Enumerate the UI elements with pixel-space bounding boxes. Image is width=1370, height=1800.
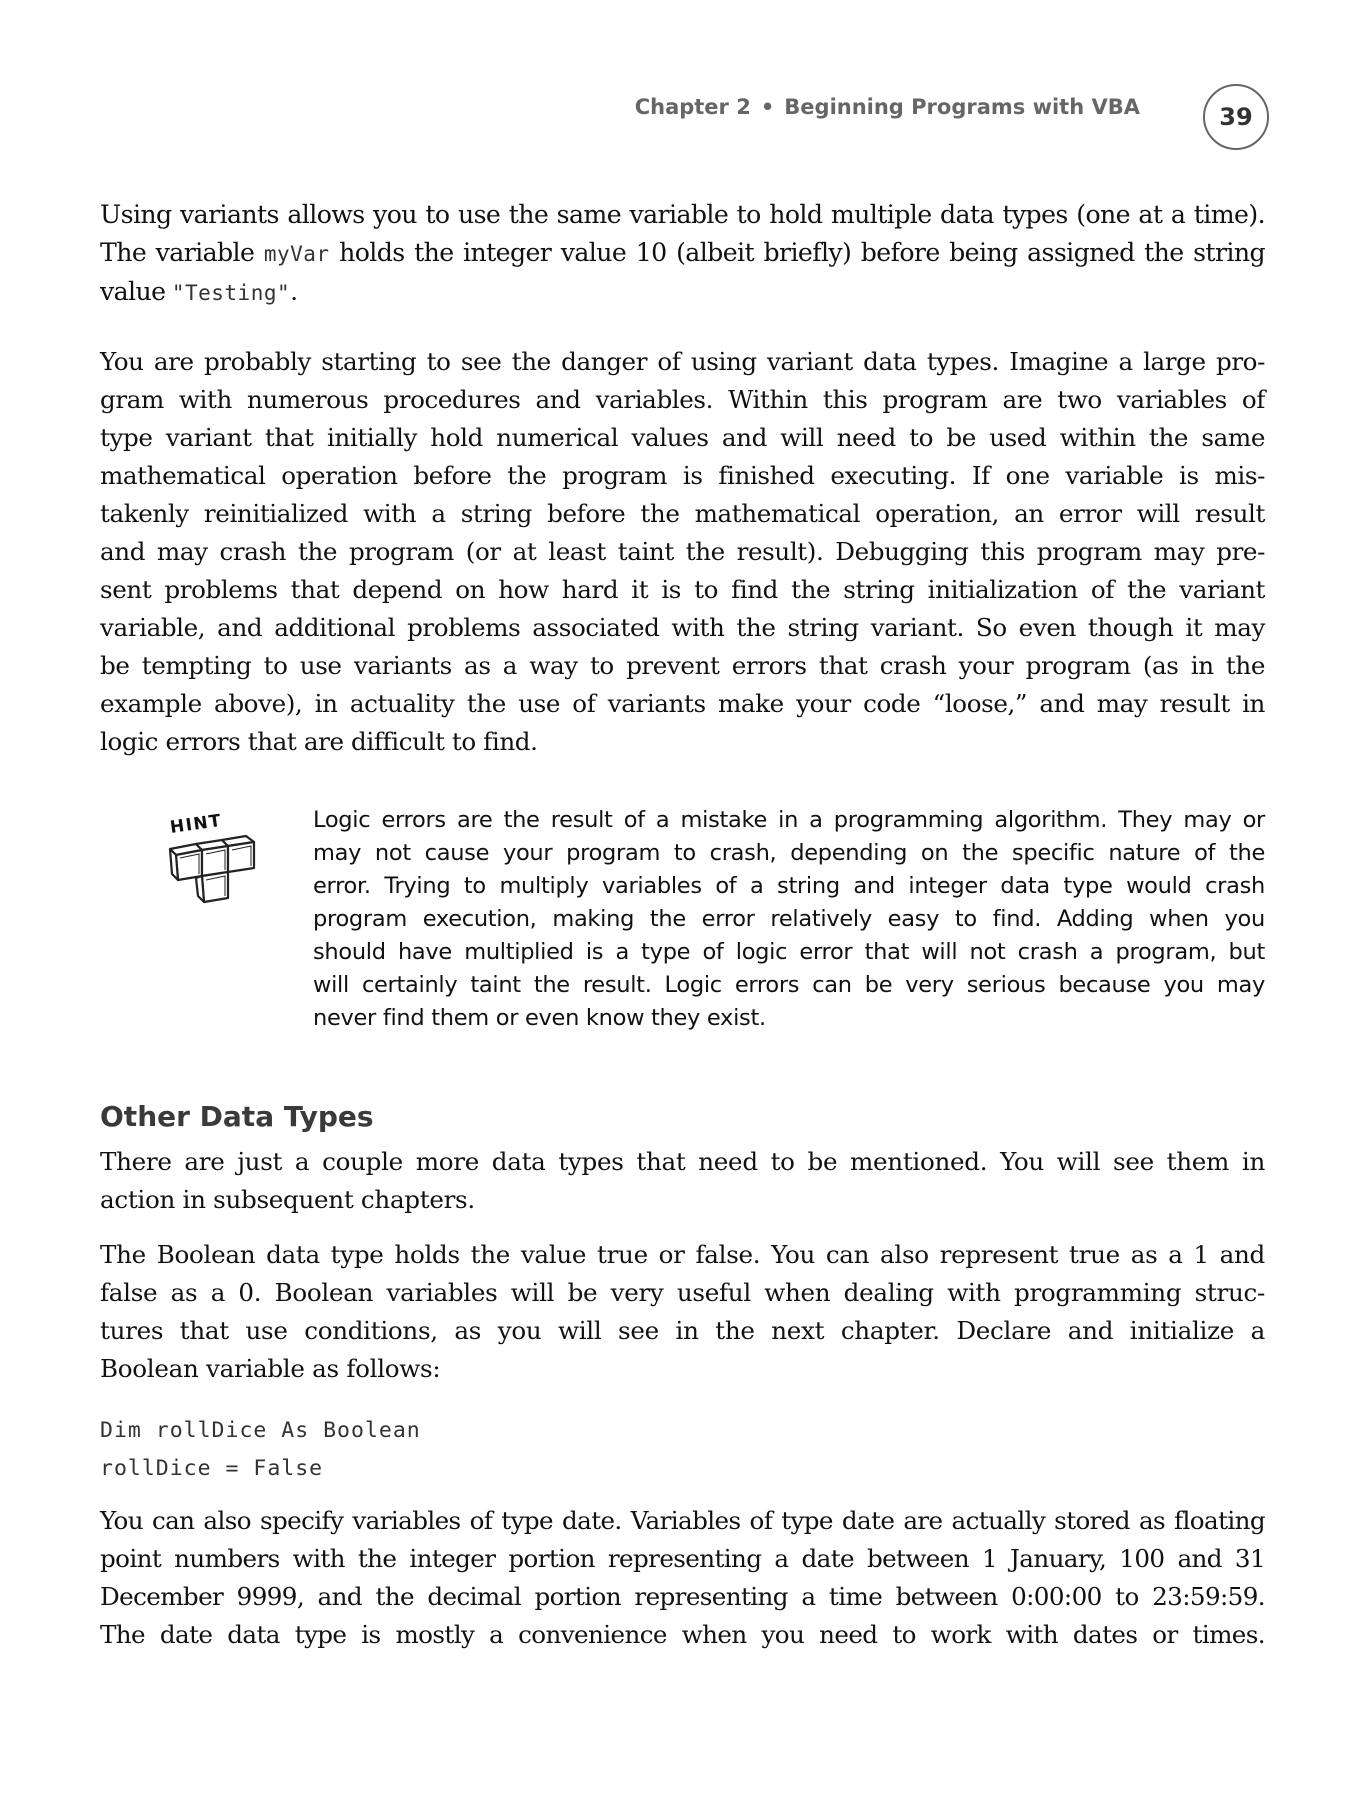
text-line: action in subsequent chapters. <box>100 1185 475 1214</box>
text-line: variable, and additional problems associated with the string variant. So even though it may <box>100 613 1265 642</box>
code-line: rollDice = False <box>100 1456 324 1481</box>
text-line: be tempting to use variants as a way to prevent errors that crash your program (as in the <box>100 651 1265 680</box>
text-line: may not cause your program to crash, depending on the specific nature of the <box>313 840 1265 866</box>
text-line: example above), in actuality the use of variants make your code “loose,” and may result in <box>100 689 1265 718</box>
text-line <box>100 273 1265 312</box>
text-line: and may crash the program (or at least taint the result). Debugging this program may pre- <box>100 537 1265 566</box>
page-number: 39 <box>1219 103 1253 131</box>
text-line <box>100 234 1265 273</box>
text-fragment: The variable <box>100 238 264 267</box>
paragraph-other-types-intro <box>100 1143 1265 1219</box>
text-line: error. Trying to multiply variables of a string and integer data type would crash <box>313 873 1265 899</box>
text-line: point numbers with the integer portion representing a date between 1 January, 100 and 31 <box>100 1544 1265 1573</box>
text-line: never find them or even know they exist. <box>313 1005 766 1031</box>
text-line: The Boolean data type holds the value true or false. You can also represent true as a 1 and <box>100 1240 1265 1269</box>
text-line: Logic errors are the result of a mistake in a programming algorithm. They may or <box>313 807 1265 833</box>
chapter-title: Beginning Programs with VBA <box>784 95 1140 119</box>
text-line: takenly reinitialized with a string before the mathematical operation, an error will result <box>100 499 1265 528</box>
text-line: type variant that initially hold numerical values and will need to be used within the same <box>100 423 1265 452</box>
code-line: Dim rollDice As Boolean <box>100 1418 421 1443</box>
text-line: gram with numerous procedures and variables. Within this program are two variables of <box>100 385 1265 414</box>
inline-code-myvar: myVar <box>263 242 330 266</box>
text-line: There are just a couple more data types that need to be mentioned. You will see them in <box>100 1147 1265 1176</box>
paragraph-date-type <box>100 1502 1265 1654</box>
text-line: December 9999, and the decimal portion representing a time between 0:00:00 to 23:59:59. <box>100 1582 1265 1611</box>
text-fragment: . <box>290 277 298 306</box>
text-fragment: holds the integer value 10 (albeit briefly) before being assigned the string <box>329 238 1265 267</box>
inline-code-testing: "Testing" <box>171 281 291 305</box>
page-number-badge <box>1203 84 1269 150</box>
separator-bullet: • <box>760 95 775 119</box>
paragraph-boolean <box>100 1236 1265 1388</box>
text-line: Using variants allows you to use the same variable to hold multiple data types (one at a time). <box>100 200 1265 229</box>
text-line: The date data type is mostly a convenience when you need to work with dates or times. <box>100 1620 1265 1649</box>
text-line: logic errors that are difficult to find. <box>100 727 538 756</box>
hint-icon <box>166 806 266 906</box>
chapter-label: Chapter 2 <box>634 95 751 119</box>
paragraph-variant-danger <box>100 343 1265 761</box>
text-line: You can also specify variables of type date. Variables of type date are actually stored as floating <box>100 1506 1265 1535</box>
text-line: mathematical operation before the program is finished executing. If one variable is mis- <box>100 461 1265 490</box>
text-line: will certainly taint the result. Logic errors can be very serious because you may <box>313 972 1265 998</box>
section-heading: Other Data Types <box>100 1100 374 1133</box>
text-line: Boolean variable as follows: <box>100 1354 441 1383</box>
running-head <box>560 95 1140 119</box>
code-block <box>100 1412 421 1488</box>
hint-label: HINT <box>168 810 224 838</box>
text-line: tures that use conditions, as you will see in the next chapter. Declare and initialize a <box>100 1316 1265 1345</box>
text-line: should have multiplied is a type of logic error that will not crash a program, but <box>313 939 1265 965</box>
text-fragment: value <box>100 277 172 306</box>
paragraph-variants-intro <box>100 196 1265 312</box>
text-line: program execution, making the error relatively easy to find. Adding when you <box>313 906 1265 932</box>
text-line: sent problems that depend on how hard it is to find the string initialization of the variant <box>100 575 1265 604</box>
hint-callout-text <box>313 804 1265 1035</box>
text-line: false as a 0. Boolean variables will be very useful when dealing with programming struc- <box>100 1278 1265 1307</box>
text-line: You are probably starting to see the danger of using variant data types. Imagine a large pro- <box>100 347 1265 376</box>
